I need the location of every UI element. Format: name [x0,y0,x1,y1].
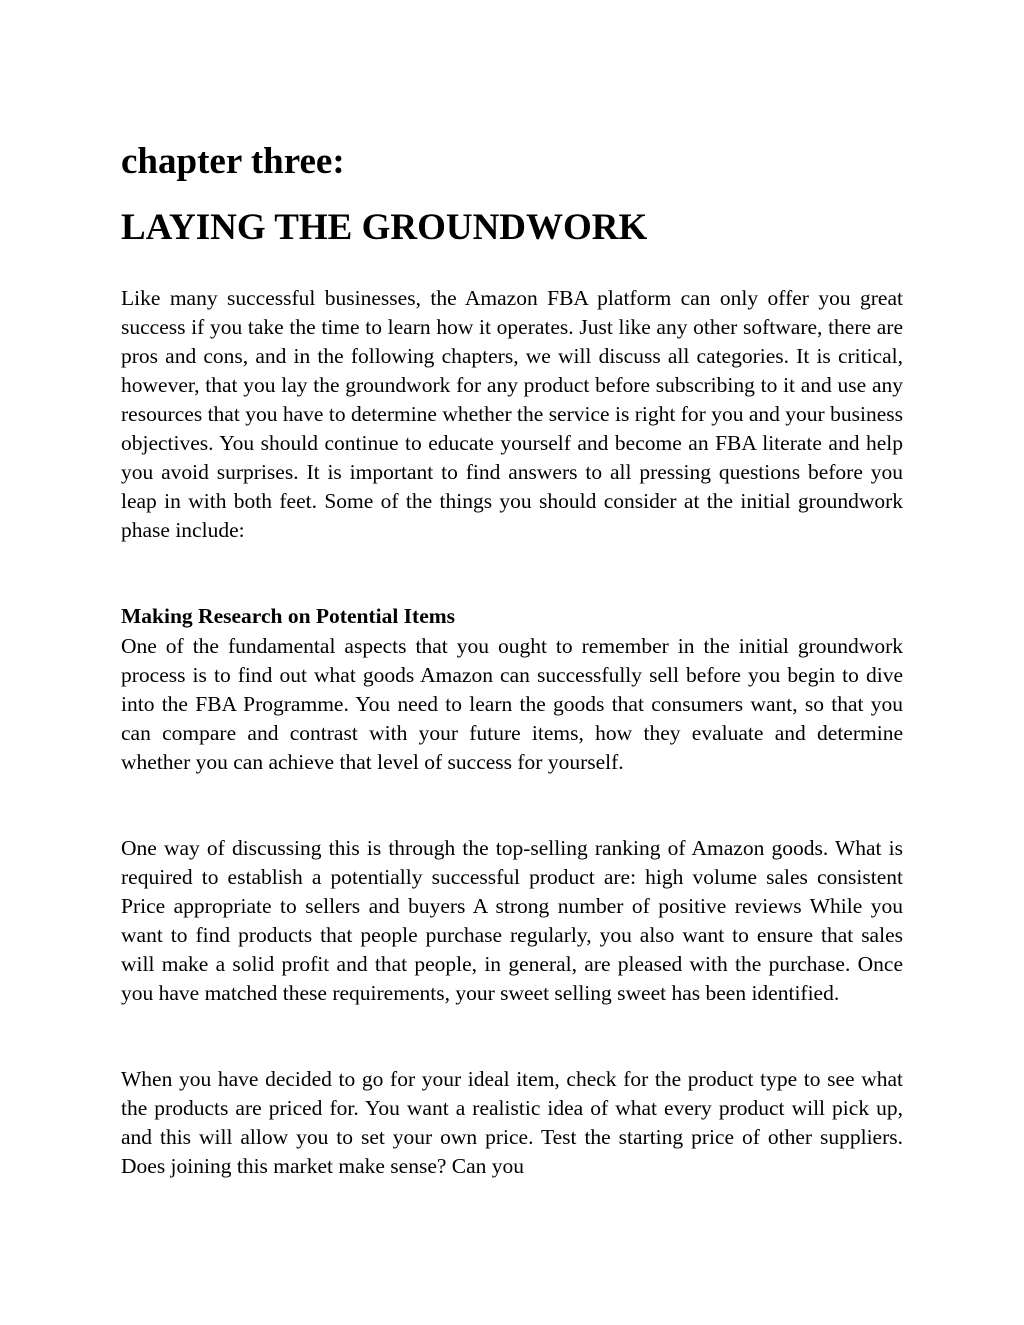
section-heading: Making Research on Potential Items [121,604,456,628]
intro-paragraph: Like many successful businesses, the Amazon FBA platform can only offer you great success if you take the time to learn how it operates. Just like any other software, there are pros and cons, and in the following chapters, we will discuss all categories. It is critical, however, that you lay the groundwork for any product before subscribing to it and use any resources that you have to determine whether the service is right for you and your business objectives. You should continue to educate yourself and become an FBA literate and help you avoid surprises. It is important to find answers to all pressing questions before you leap in with both feet. Some of the things you should consider at the initial groundwork phase include: [121,286,903,542]
section-paragraph-1: One of the fundamental aspects that you ought to remember in the initial groundwork process is to find out what goods Amazon can successfully sell before you begin to dive into the FBA Programme. You need to learn the goods that consumers want, so that you can compare and contrast with your future items, how they evaluate and determine whether you can achieve that level of success for yourself. [121,634,903,774]
chapter-label: chapter three: [121,141,345,182]
section-paragraph-2: One way of discussing this is through the top-selling ranking of Amazon goods. What is required to establish a potentially successful product are: high volume sales consistent Price appropriate to sellers and buyers A strong number of positive reviews While you want to find products that people purchase regularly, you also want to ensure that sales will make a solid profit and that people, in general, are pleased with the purchase. Once you have matched these requirements, your sweet selling sweet has been identified. [121,836,903,1005]
chapter-title: LAYING THE GROUNDWORK [121,207,648,248]
section-paragraph-3: When you have decided to go for your ideal item, check for the product type to see what the products are priced for. You want a realistic idea of what every product will pick up, and this will allow you to set your own price. Test the starting price of other suppliers. Does joining this market make sense? Can you [121,1067,903,1178]
